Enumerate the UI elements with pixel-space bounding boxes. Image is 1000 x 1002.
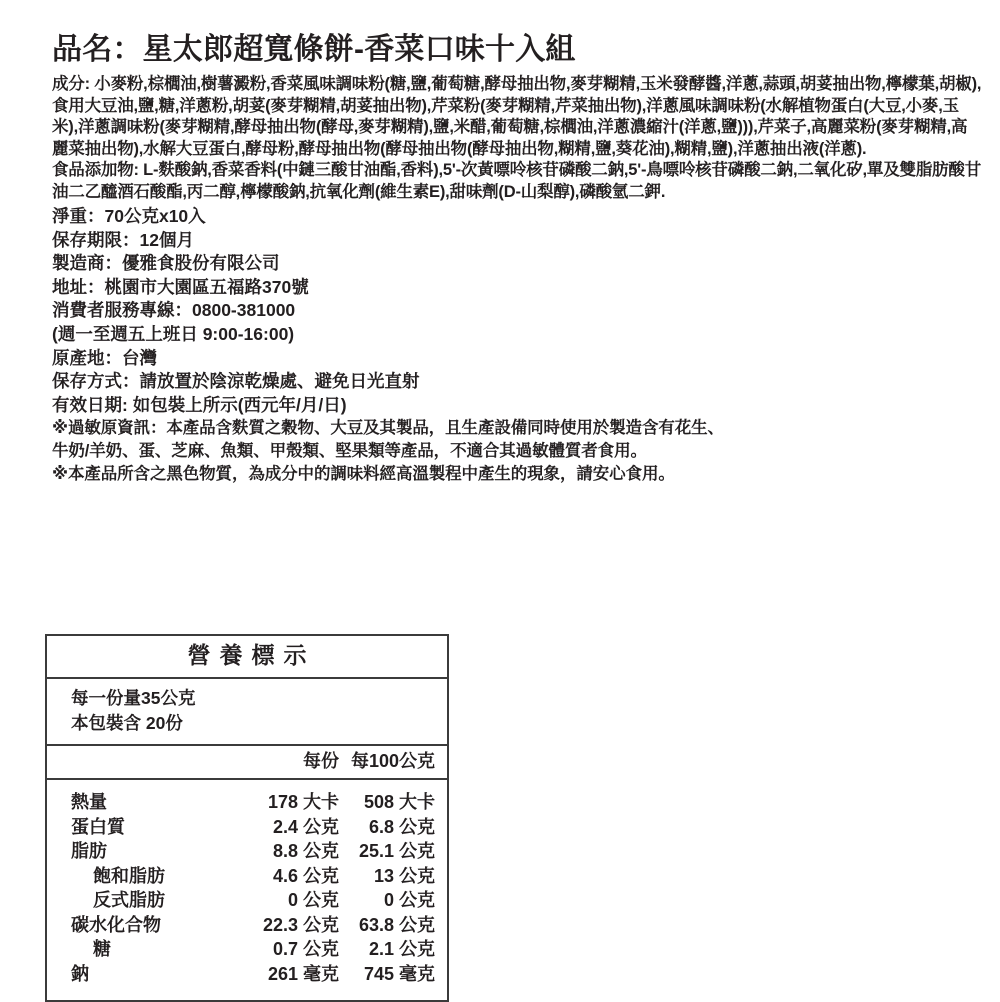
servings-per-pack: 本包裝含 20份: [71, 713, 183, 733]
value-per-serving: 4.6 公克: [272, 865, 339, 886]
nutrition-table-title: 營養標示: [47, 636, 447, 679]
detail-manufacturer: 製造商：優雅食股份有限公司: [52, 253, 280, 274]
note-allergen-line-1: ※過敏原資訊：本產品含麩質之穀物、大豆及其製品，且生產設備同時使用於製造含有花生、: [52, 419, 724, 438]
nutrient-name: 蛋白質: [71, 816, 125, 837]
column-header-per-100g: 每100公克: [350, 751, 435, 771]
value-per-100g: 508 大卡: [363, 792, 435, 812]
value-per-100g: 63.8 公克: [358, 914, 435, 935]
page-title: 品名：星太郎超寬條餅-香菜口味十入組: [52, 33, 576, 66]
serving-size: 每一份量35公克: [71, 688, 196, 708]
nutrition-column-headers: [47, 746, 447, 780]
ingredients-paragraph: 成分: 小麥粉,棕櫚油,樹薯澱粉,香菜風味調味粉(糖,鹽,葡萄糖,酵母抽出物,麥芽糊精,玉米發酵醬,洋蔥,蒜頭,胡荽抽出物,檸檬葉,胡椒),食用大豆油,鹽,糖,洋蔥粉,胡荽(麥芽糊精,胡荽抽出物),芹菜粉(麥芽糊精,芹菜抽出物),洋蔥風味調味粉(水解植物蛋白(大豆,小麥,玉米),洋蔥調味粉(麥芽糊精,酵母抽出物(酵母,麥芽糊精),鹽,米醋,葡萄糖,棕櫚油,洋蔥濃縮汁(洋蔥,鹽))),芹菜子,高麗菜粉(麥芽糊精,高麗菜抽出物),水解大豆蛋白,酵母粉,酵母抽出物(酵母抽出物(酵母抽出物,糊精,鹽,葵花油),糊精,鹽),洋蔥抽出液(洋蔥).: [52, 75, 982, 158]
nutrition-facts-table: [45, 634, 449, 1002]
value-per-100g: 25.1 公克: [358, 841, 435, 861]
table-row: [47, 864, 447, 889]
value-per-100g: 13 公克: [373, 865, 435, 886]
detail-address: 地址：桃園市大園區五福路370號: [52, 276, 309, 297]
table-row: [47, 937, 447, 962]
nutrition-rows: [47, 780, 447, 1000]
value-per-serving: 178 大卡: [267, 792, 339, 812]
table-row: [47, 815, 447, 840]
detail-net-weight: 淨重：70公克x10入: [52, 206, 206, 226]
product-info-block: [52, 30, 982, 486]
detail-origin: 原產地：台灣: [52, 347, 157, 368]
column-header-nutrient: [47, 749, 227, 774]
table-row: [47, 839, 447, 864]
detail-service-hotline: 消費者服務專線：0800-381000: [52, 300, 296, 321]
value-per-100g: 745 毫克: [363, 963, 435, 984]
nutrient-name: 糖: [93, 939, 111, 959]
table-row: [47, 888, 447, 913]
nutrient-name: 熱量: [71, 792, 107, 812]
value-per-100g: 2.1 公克: [368, 939, 435, 959]
nutrient-name: 碳水化合物: [71, 914, 161, 935]
value-per-100g: 6.8 公克: [368, 816, 435, 837]
nutrient-name: 脂肪: [71, 841, 107, 861]
product-notes-list: [52, 417, 982, 486]
nutrition-serving-block: [47, 679, 447, 746]
nutrient-name: 鈉: [71, 963, 89, 984]
value-per-serving: 22.3 公克: [262, 914, 339, 935]
detail-service-hours: (週一至週五上班日 9:00-16:00): [52, 323, 295, 344]
note-allergen-line-2: 牛奶/羊奶、蛋、芝麻、魚類、甲殼類、堅果類等產品，不適合其過敏體質者食用。: [52, 442, 647, 461]
product-details-list: [52, 205, 982, 417]
note-black-specks: ※本產品所含之黑色物質，為成分中的調味料經高溫製程中產生的現象，請安心食用。: [52, 465, 675, 484]
value-per-serving: 0 公克: [287, 890, 339, 910]
table-row: [47, 962, 447, 987]
value-per-serving: 2.4 公克: [272, 816, 339, 837]
table-row: [47, 913, 447, 938]
detail-shelf-life: 保存期限：12個月: [52, 229, 194, 250]
table-row: [47, 790, 447, 815]
value-per-serving: 8.8 公克: [272, 841, 339, 861]
detail-expiry: 有效日期: 如包裝上所示(西元年/月/日): [52, 394, 347, 415]
additives-paragraph: 食品添加物: L-麩酸鈉,香菜香料(中鏈三酸甘油酯,香料),5'-次黃嘌呤核苷磷酸二鈉,5'-鳥嘌呤核苷磷酸二鈉,二氧化矽,單及雙脂肪酸甘油二乙醯酒石酸酯,丙二醇,檸檬酸鈉,抗氧化劑(維生素E),甜味劑(D-山梨醇),磷酸氫二鉀.: [52, 161, 982, 201]
value-per-serving: 261 毫克: [267, 963, 339, 984]
nutrient-name: 反式脂肪: [93, 890, 165, 910]
value-per-100g: 0 公克: [383, 890, 435, 910]
detail-storage: 保存方式：請放置於陰涼乾燥處、避免日光直射: [52, 371, 420, 392]
column-header-per-serving: 每份: [303, 751, 339, 771]
nutrient-name: 飽和脂肪: [93, 865, 165, 886]
value-per-serving: 0.7 公克: [272, 939, 339, 959]
